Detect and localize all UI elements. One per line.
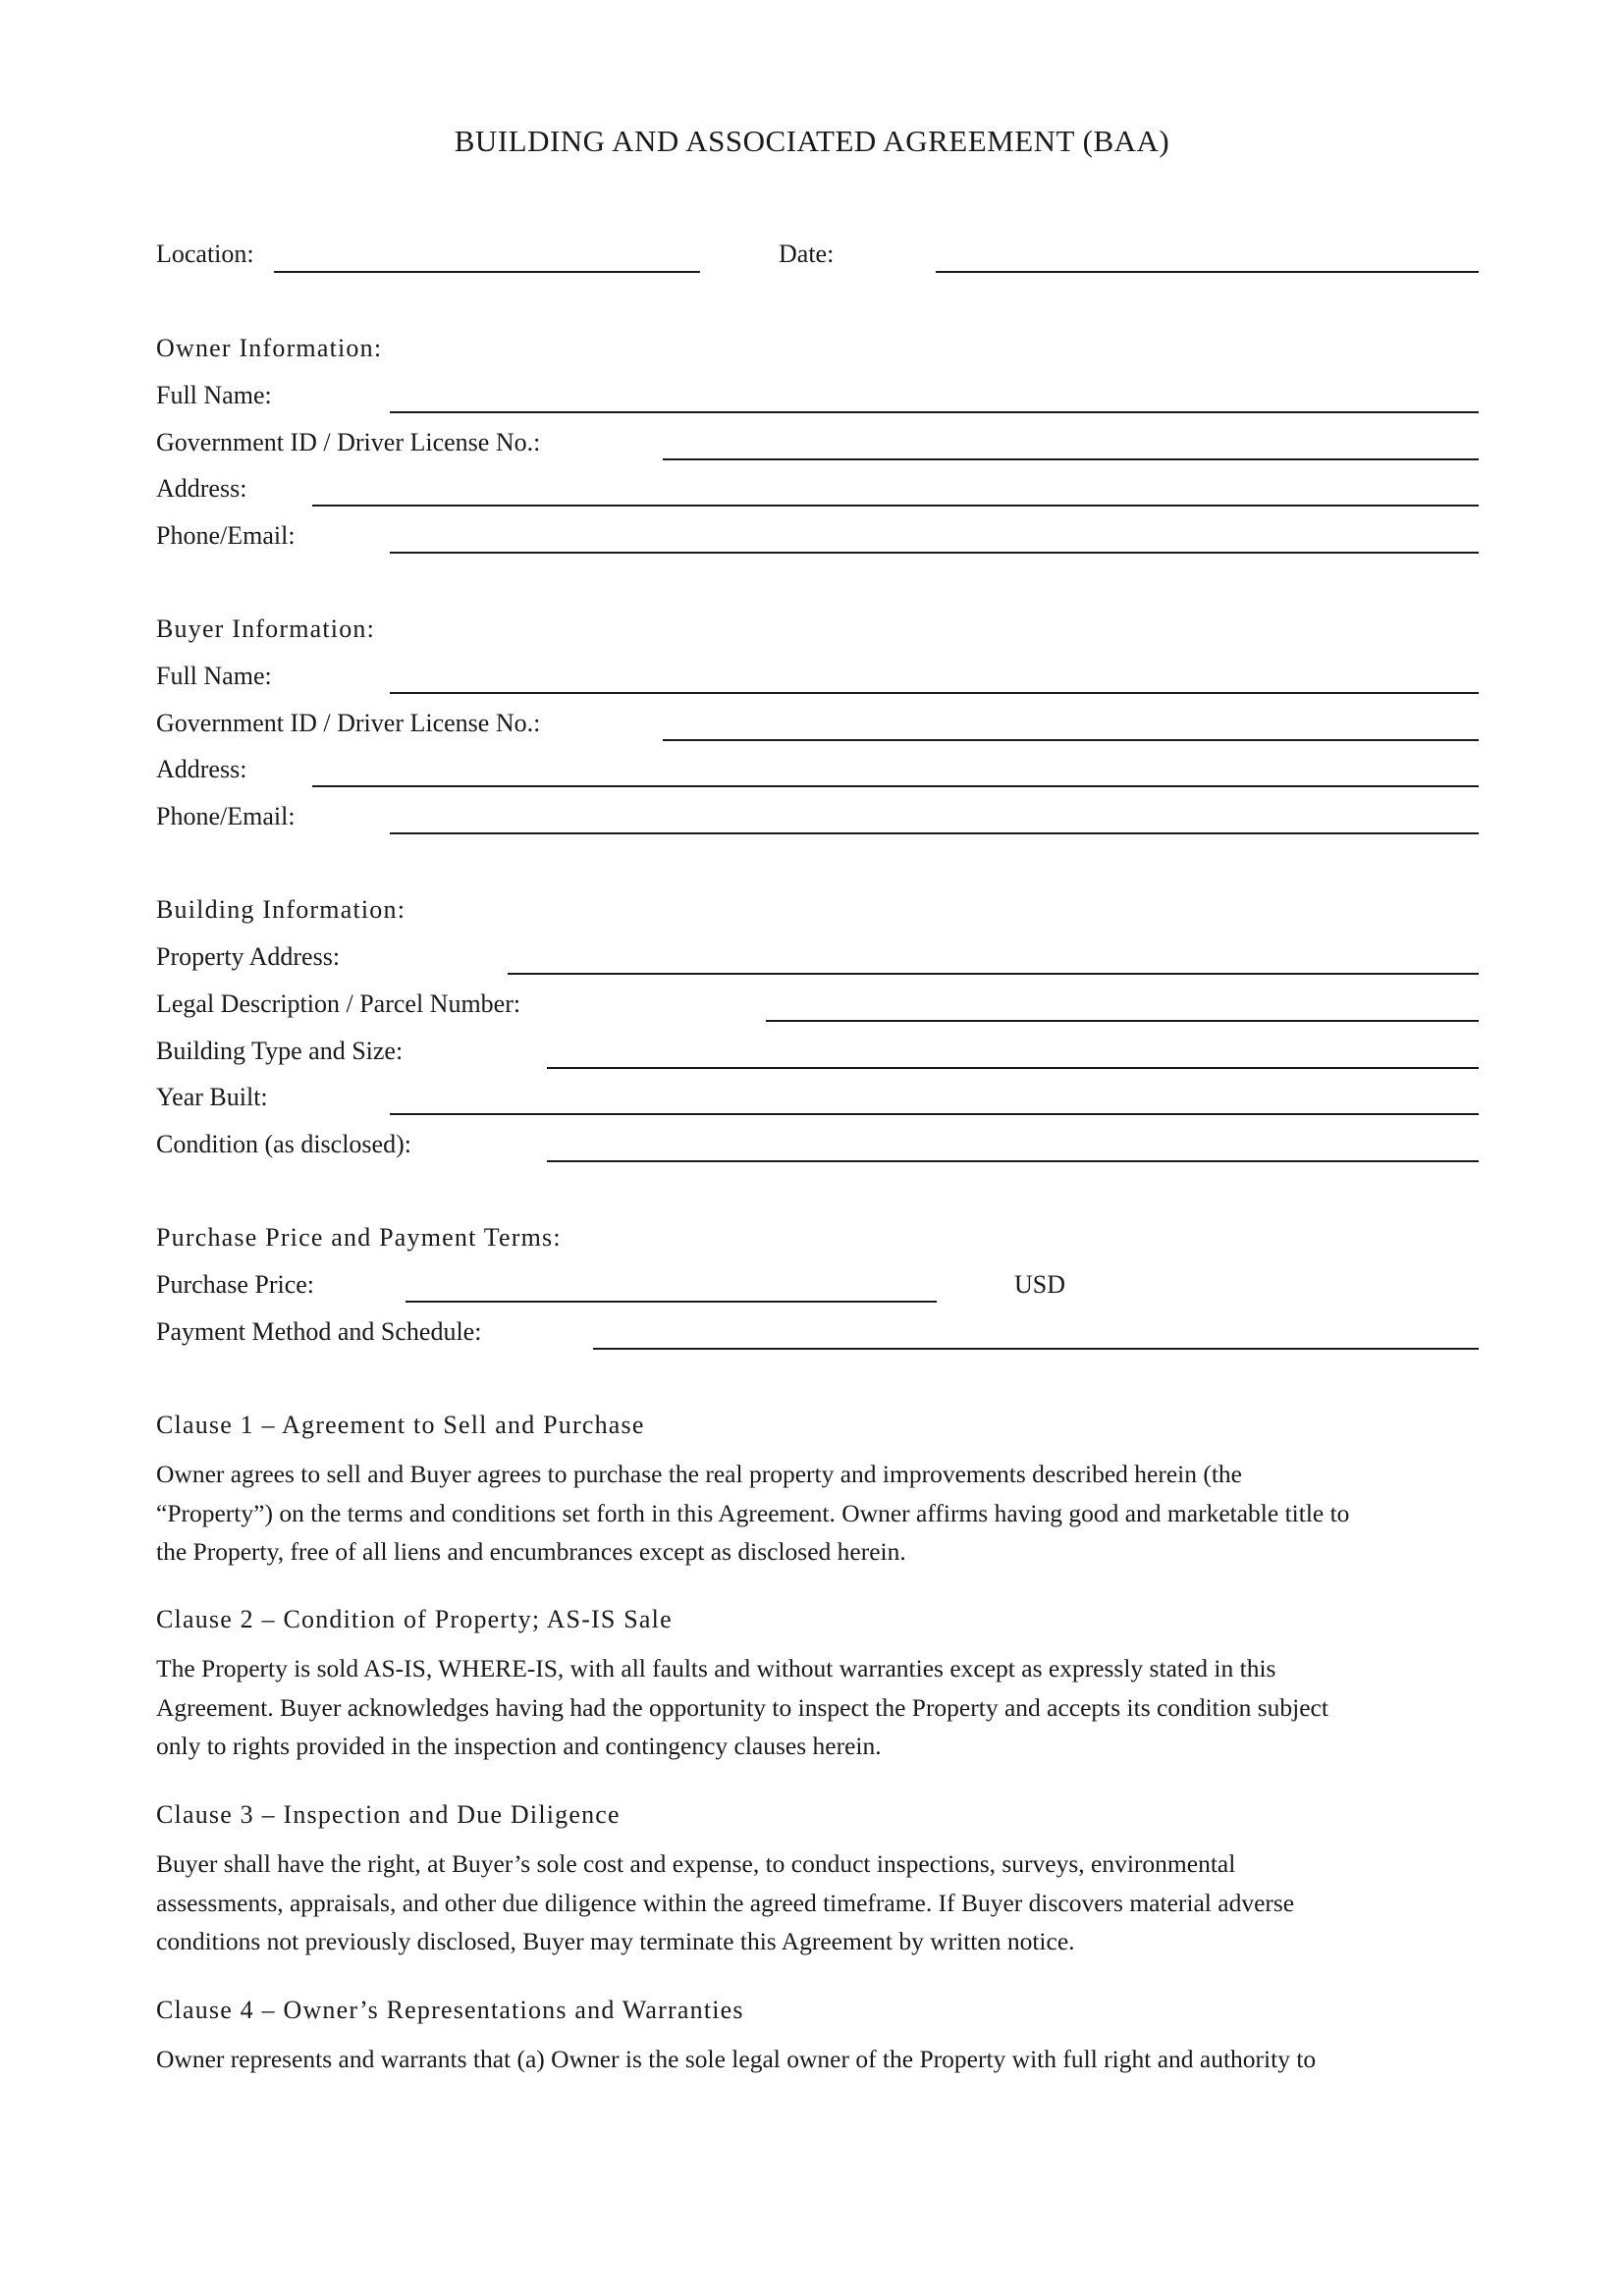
condition-field[interactable] — [547, 1160, 1479, 1162]
clause-4-heading: Clause 4 – Owner’s Representations and Warranties — [156, 1996, 744, 2024]
buyer-phone-email-label: Phone/Email: — [156, 802, 296, 830]
property-address-label: Property Address: — [156, 942, 341, 971]
purchase-section-heading: Purchase Price and Payment Terms: — [156, 1223, 562, 1252]
owner-phone-email-field[interactable] — [390, 552, 1479, 554]
buyer-address-label: Address: — [156, 755, 247, 783]
buyer-phone-email-field[interactable] — [390, 832, 1479, 834]
property-address-field[interactable] — [508, 973, 1479, 975]
date-label: Date: — [779, 240, 835, 268]
clause-3-body — [156, 1844, 1491, 1961]
building-type-size-label: Building Type and Size: — [156, 1037, 404, 1065]
building-section-heading: Building Information: — [156, 895, 406, 924]
owner-gov-id-label: Government ID / Driver License No.: — [156, 428, 541, 456]
currency-label: USD — [1014, 1270, 1066, 1299]
owner-address-field[interactable] — [312, 505, 1479, 507]
building-type-size-field[interactable] — [547, 1067, 1479, 1069]
owner-gov-id-field[interactable] — [663, 458, 1479, 460]
clause-2-heading: Clause 2 – Condition of Property; AS-IS Sale — [156, 1605, 673, 1633]
buyer-address-field[interactable] — [312, 785, 1479, 787]
clause-1-body — [156, 1455, 1491, 1572]
clause-3-line: conditions not previously disclosed, Buyer may terminate this Agreement by written notice. — [156, 1927, 1075, 1955]
buyer-gov-id-field[interactable] — [663, 739, 1479, 741]
buyer-gov-id-label: Government ID / Driver License No.: — [156, 709, 541, 737]
owner-phone-email-label: Phone/Email: — [156, 521, 296, 550]
purchase-price-field[interactable] — [406, 1301, 937, 1303]
owner-full-name-label: Full Name: — [156, 381, 272, 409]
year-built-field[interactable] — [390, 1113, 1479, 1115]
location-field[interactable] — [274, 271, 700, 273]
clause-1-line: Owner agrees to sell and Buyer agrees to purchase the real property and improvements described herein (the — [156, 1460, 1242, 1488]
buyer-full-name-field[interactable] — [390, 692, 1479, 694]
purchase-price-label: Purchase Price: — [156, 1270, 315, 1299]
clause-3-line: assessments, appraisals, and other due diligence within the agreed timeframe. If Buyer discovers material adverse — [156, 1888, 1295, 1917]
year-built-label: Year Built: — [156, 1083, 268, 1111]
buyer-section-heading: Buyer Information: — [156, 614, 376, 643]
clause-4-line: Owner represents and warrants that (a) Owner is the sole legal owner of the Property with full right and authority to — [156, 2045, 1317, 2073]
owner-full-name-field[interactable] — [390, 411, 1479, 413]
clause-4-body — [156, 2040, 1491, 2079]
clause-2-line: only to rights provided in the inspection and contingency clauses herein. — [156, 1732, 882, 1760]
owner-address-label: Address: — [156, 474, 247, 503]
clause-2-line: The Property is sold AS-IS, WHERE-IS, with all faults and without warranties except as expressly stated in this — [156, 1654, 1276, 1682]
clause-3-line: Buyer shall have the right, at Buyer’s sole cost and expense, to conduct inspections, surveys, environmental — [156, 1849, 1236, 1878]
clause-3-heading: Clause 3 – Inspection and Due Diligence — [156, 1800, 621, 1829]
buyer-full-name-label: Full Name: — [156, 662, 272, 690]
clause-2-body — [156, 1649, 1491, 1766]
document-title: BUILDING AND ASSOCIATED AGREEMENT (BAA) — [454, 124, 1170, 158]
location-label: Location: — [156, 240, 254, 268]
condition-label: Condition (as disclosed): — [156, 1130, 411, 1158]
payment-method-field[interactable] — [593, 1348, 1479, 1350]
owner-section-heading: Owner Information: — [156, 334, 383, 362]
clause-1-line: the Property, free of all liens and encumbrances except as disclosed herein. — [156, 1537, 906, 1566]
clause-1-heading: Clause 1 – Agreement to Sell and Purchase — [156, 1411, 645, 1439]
clause-2-line: Agreement. Buyer acknowledges having had the opportunity to inspect the Property and accepts its condition subject — [156, 1692, 1328, 1722]
date-field[interactable] — [936, 271, 1479, 273]
legal-description-field[interactable] — [766, 1020, 1479, 1022]
payment-method-label: Payment Method and Schedule: — [156, 1317, 482, 1346]
legal-description-label: Legal Description / Parcel Number: — [156, 989, 521, 1018]
clause-1-line: “Property”) on the terms and conditions set forth in this Agreement. Owner affirms having good and marketable title to — [156, 1498, 1350, 1527]
